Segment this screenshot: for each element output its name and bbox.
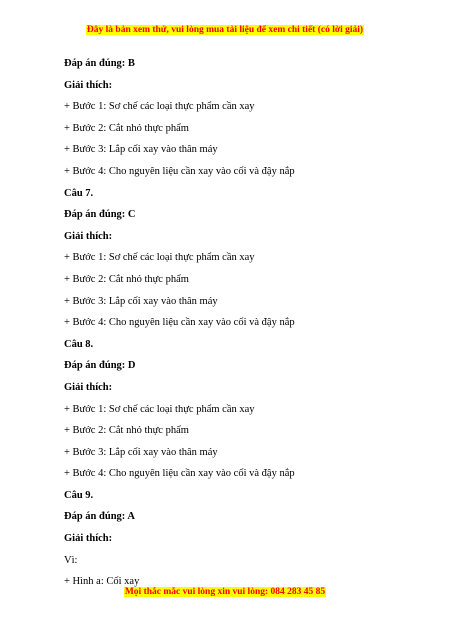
text-line: + Bước 1: Sơ chế các loại thực phẩm cần xay	[64, 252, 255, 264]
heading-line: Đáp án đúng: B	[64, 58, 135, 69]
heading-line: Câu 9.	[64, 489, 94, 501]
text-line: + Bước 3: Lắp cối xay vào thân máy	[64, 144, 218, 156]
text-line: + Bước 1: Sơ chế các loại thực phẩm cần xay	[64, 403, 255, 415]
heading-line: Giải thích:	[64, 230, 113, 242]
heading-line: Giải thích:	[64, 79, 113, 91]
heading-line: Câu 7.	[64, 187, 94, 199]
heading-line: Giải thích:	[64, 533, 113, 545]
contact-footer-text: Mọi thắc mắc vui lòng xin vui lòng: 084 283 45 85	[124, 587, 326, 597]
text-line: + Hình a: Cối xay	[64, 576, 140, 588]
heading-line: Đáp án đúng: C	[64, 209, 136, 221]
heading-line: Đáp án đúng: D	[64, 360, 136, 372]
contact-footer-banner	[0, 587, 450, 597]
text-line: + Bước 3: Lắp cối xay vào thân máy	[64, 446, 218, 458]
document-body	[64, 57, 424, 597]
heading-line: Đáp án đúng: A	[64, 511, 135, 523]
text-line: + Bước 4: Cho nguyên liệu cần xay vào cối và đậy nắp	[64, 165, 295, 177]
heading-line: Giải thích:	[64, 381, 113, 393]
text-line: + Bước 2: Cắt nhỏ thực phẩm	[64, 425, 189, 437]
text-line: + Bước 1: Sơ chế các loại thực phẩm cần xay	[64, 101, 255, 113]
text-line: + Bước 4: Cho nguyên liệu cần xay vào cối và đậy nắp	[64, 317, 295, 329]
preview-notice-banner	[0, 25, 450, 35]
preview-notice-text: Đây là bản xem thử, vui lòng mua tài liệu để xem chi tiết (có lời giải)	[86, 25, 364, 35]
heading-line: Câu 8.	[64, 338, 94, 350]
text-line: + Bước 3: Lắp cối xay vào thân máy	[64, 295, 218, 307]
text-line: Vì:	[64, 554, 78, 566]
text-line: + Bước 2: Cắt nhỏ thực phẩm	[64, 273, 189, 285]
text-line: + Bước 2: Cắt nhỏ thực phẩm	[64, 122, 189, 134]
text-line: + Bước 4: Cho nguyên liệu cần xay vào cối và đậy nắp	[64, 468, 295, 480]
